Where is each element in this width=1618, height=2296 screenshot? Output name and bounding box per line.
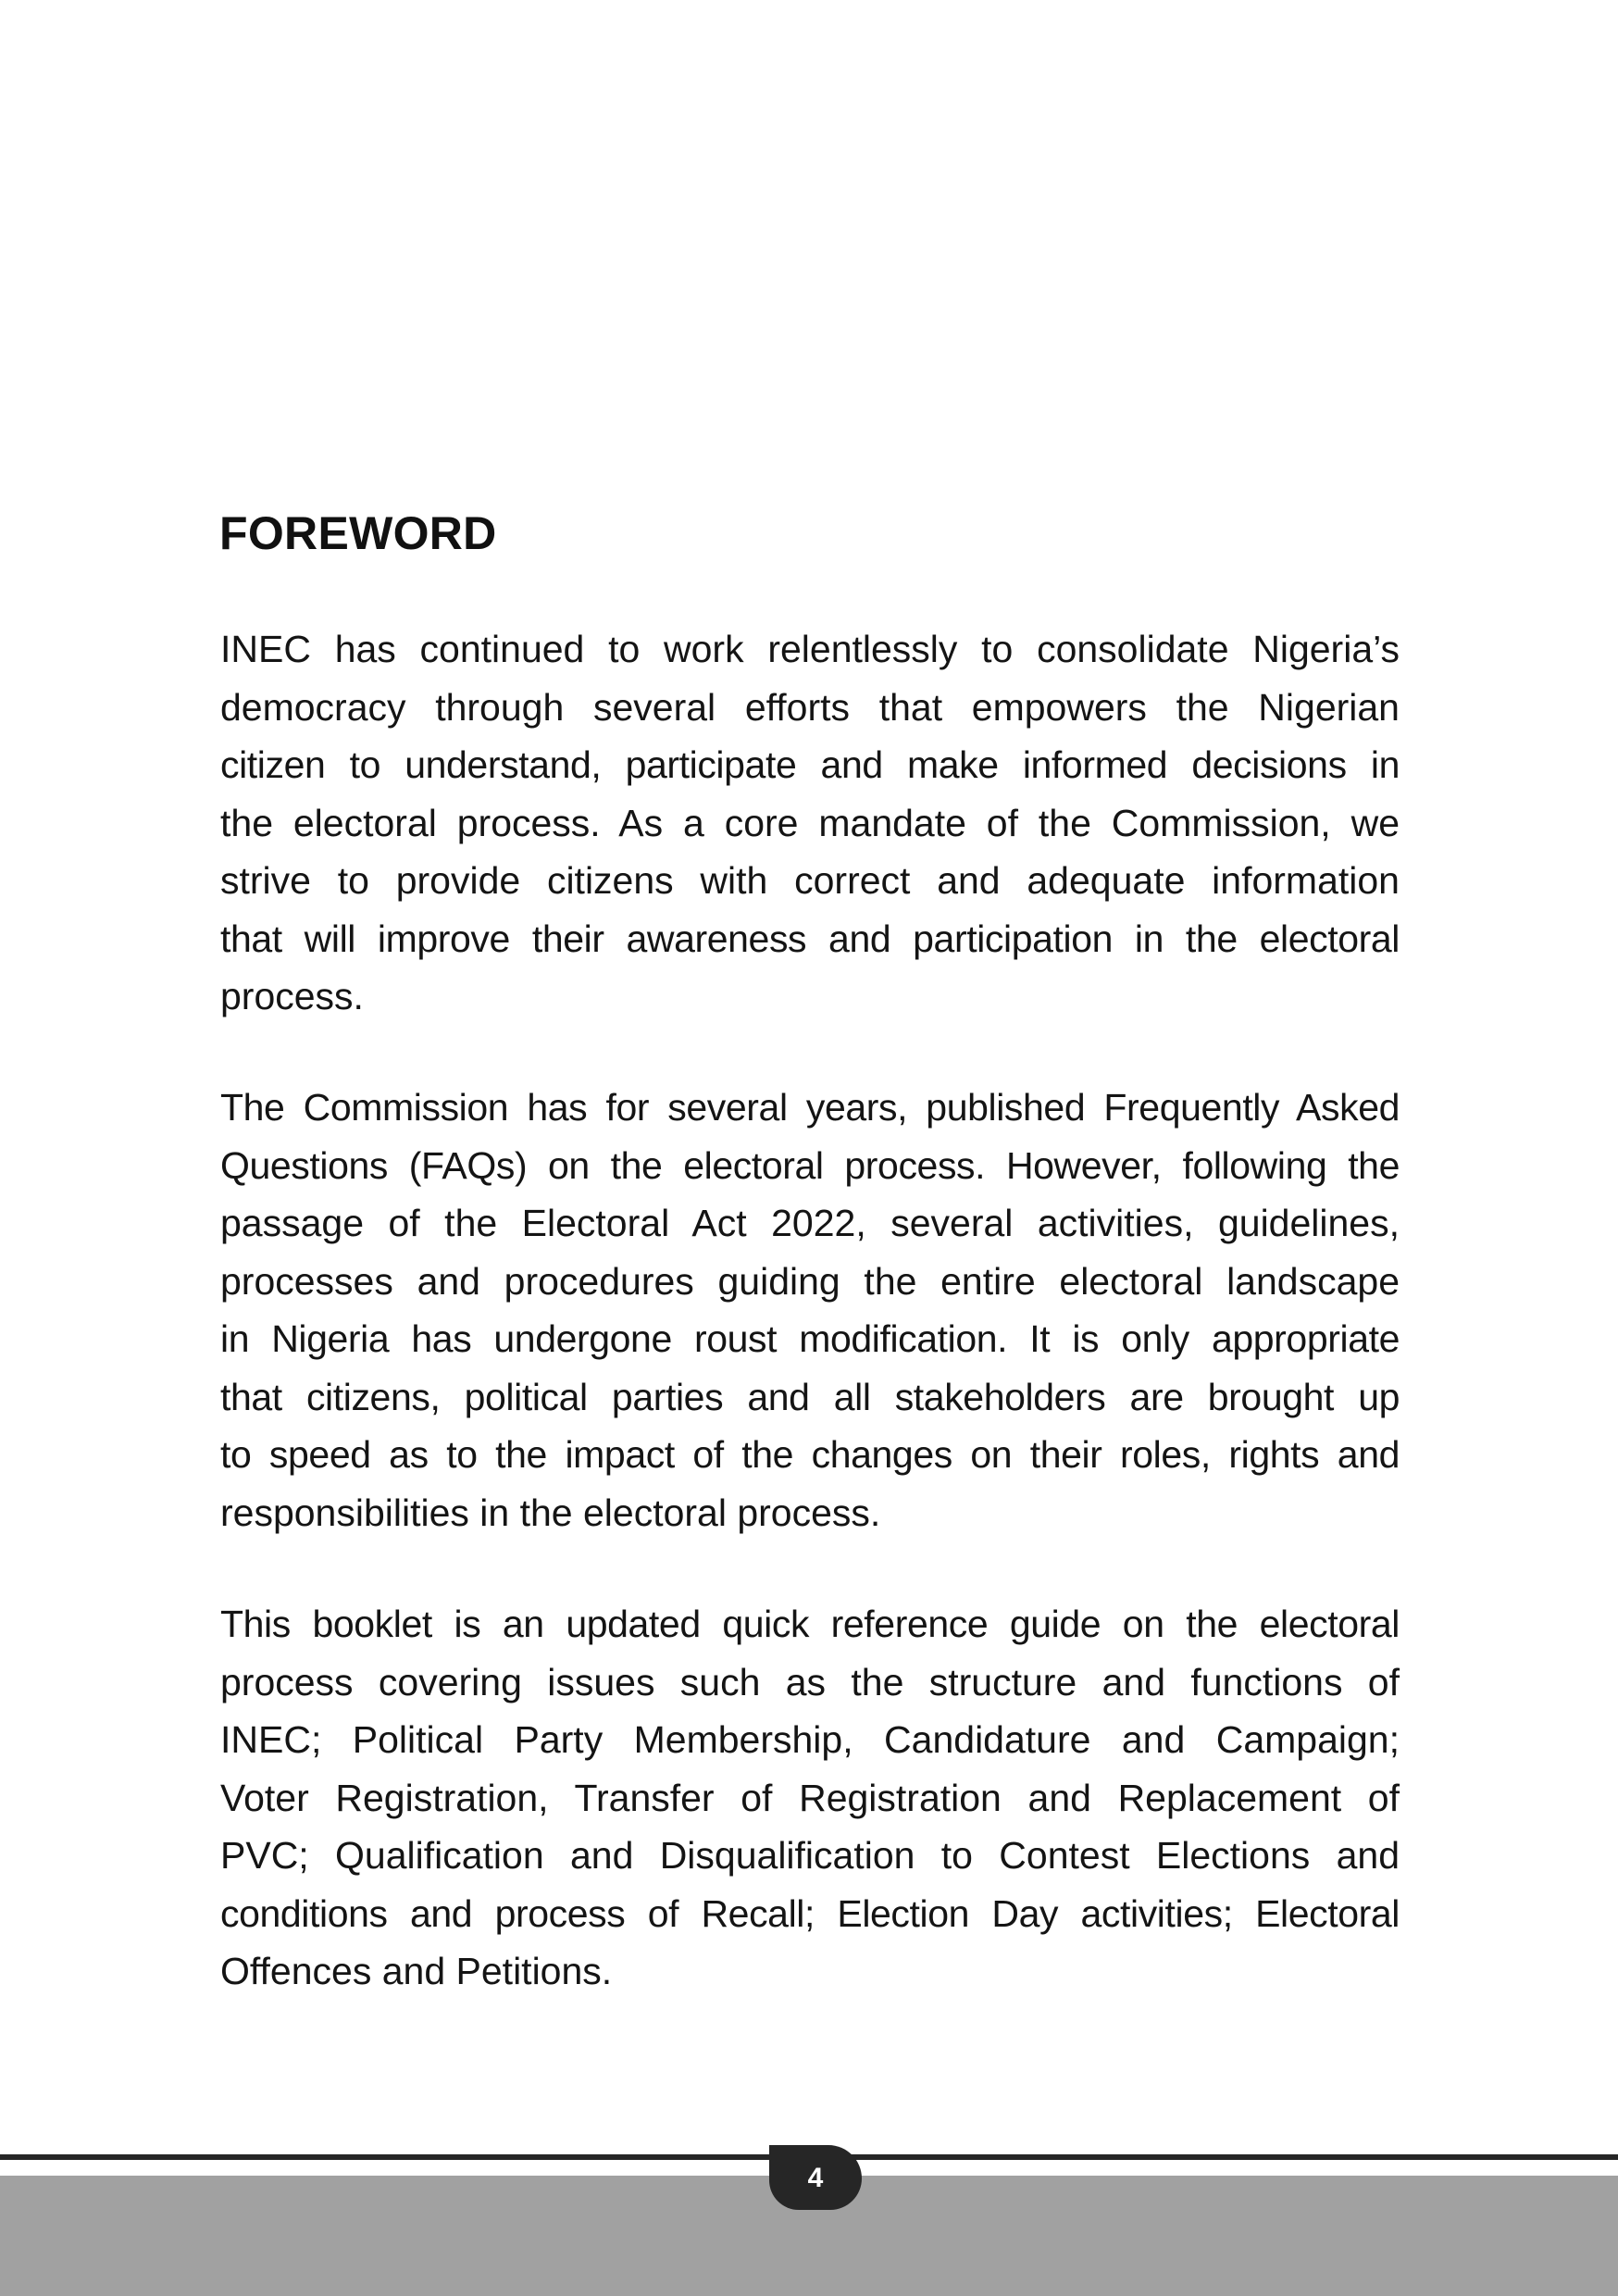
- text-line: conditions and process of Recall; Election Day activities; Electoral: [220, 1891, 1400, 1935]
- text-line: democracy through several efforts that empowers the Nigerian: [220, 685, 1400, 729]
- text-line: Offences and Petitions.: [220, 1950, 613, 1993]
- text-line: Voter Registration, Transfer of Registration and Replacement of: [220, 1776, 1400, 1819]
- text-line: processes and procedures guiding the entire electoral landscape: [220, 1259, 1400, 1303]
- text-line: in Nigeria has undergone roust modification. It is only appropriate: [220, 1317, 1400, 1361]
- text-line: that will improve their awareness and participation in the electoral: [220, 917, 1400, 960]
- text-line: The Commission has for several years, published Frequently Asked: [220, 1086, 1400, 1129]
- text-line: PVC; Qualification and Disqualification to Contest Elections and: [220, 1834, 1400, 1878]
- foreword-paragraph-2: [220, 1079, 1400, 1542]
- text-line: passage of the Electoral Act 2022, several activities, guidelines,: [220, 1202, 1400, 1245]
- text-line: process covering issues such as the structure and functions of: [220, 1660, 1400, 1703]
- foreword-paragraph-3: [220, 1595, 1400, 2001]
- text-line: INEC has continued to work relentlessly to consolidate Nigeria’s: [220, 628, 1400, 670]
- text-line: responsibilities in the electoral process.: [220, 1491, 881, 1534]
- text-line: process.: [220, 975, 364, 1018]
- text-line: to speed as to the impact of the changes on their roles, rights and: [220, 1433, 1400, 1477]
- text-line: citizen to understand, participate and make informed decisions in: [220, 743, 1400, 787]
- page-title: FOREWORD: [219, 507, 497, 559]
- page-number-badge: 4: [769, 2145, 862, 2210]
- foreword-paragraph-1: [220, 620, 1400, 1026]
- text-line: INEC; Political Party Membership, Candidature and Campaign;: [220, 1718, 1400, 1762]
- text-line: the electoral process. As a core mandate of the Commission, we: [220, 801, 1400, 844]
- text-line: Questions (FAQs) on the electoral process. However, following the: [220, 1143, 1400, 1187]
- text-line: that citizens, political parties and all stakeholders are brought up: [220, 1375, 1400, 1418]
- text-line: This booklet is an updated quick reference guide on the electoral: [220, 1603, 1400, 1645]
- text-line: strive to provide citizens with correct and adequate information: [220, 859, 1400, 903]
